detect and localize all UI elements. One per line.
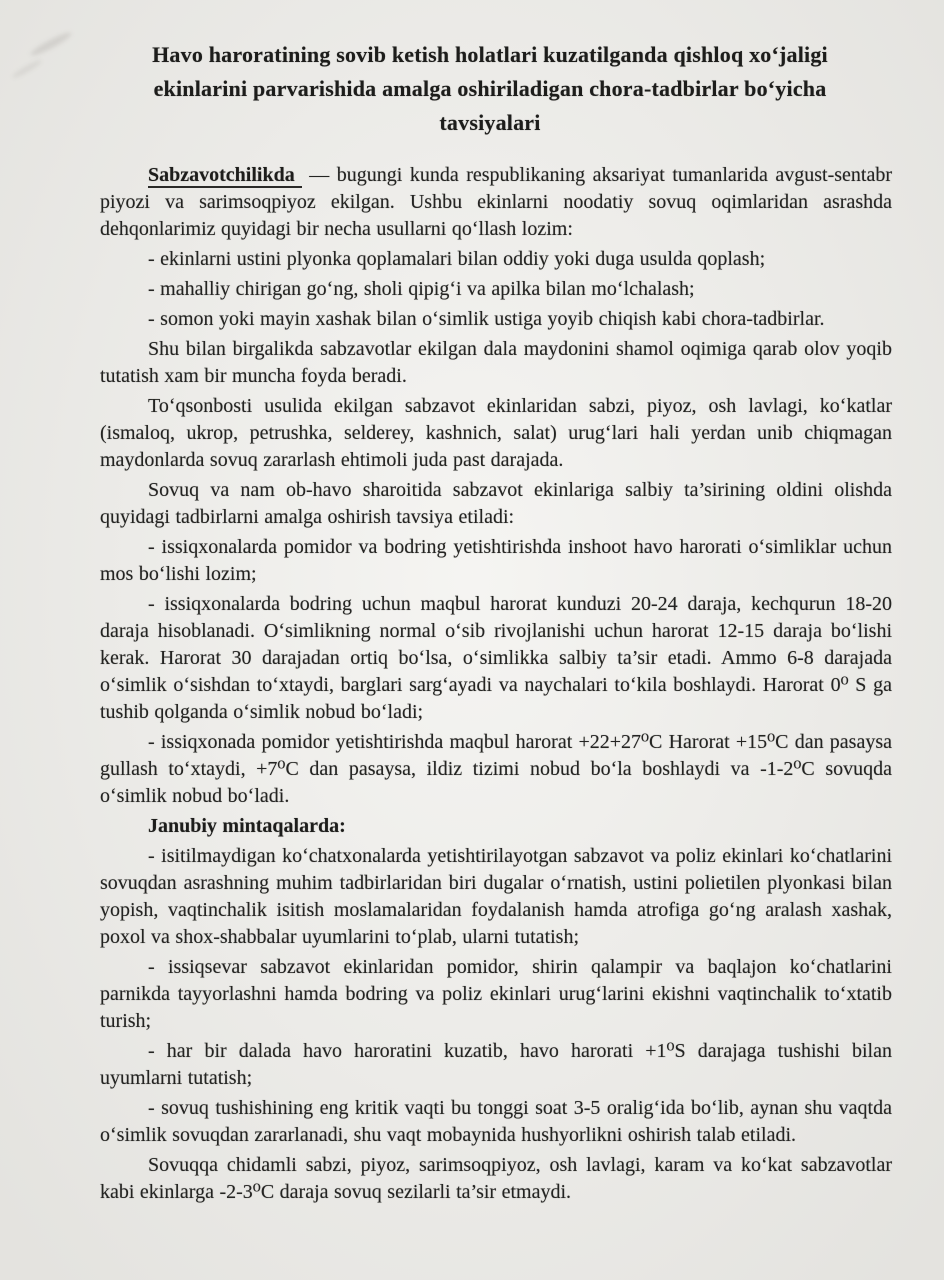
bullet-paragraph: - ekinlarni ustini plyonka qoplamalari bilan oddiy yoki duga usulda qoplash; xyxy=(148,248,766,270)
bullet-paragraph: - mahalliy chirigan go‘ng, sholi qipig‘i va apilka bilan mo‘lchalash; xyxy=(148,278,695,300)
body-paragraph: Sovuqqa chidamli sabzi, piyoz, sarimsoqpiyoz, osh lavlagi, karam va ko‘kat sabzavotlar kabi ekinlarga -2-3⁰C daraja sovuq sezilarli ta’sir etmaydi. xyxy=(100,1154,892,1203)
body-paragraph: Shu bilan birgalikda sabzavotlar ekilgan dala maydonini shamol oqimiga qarab olov yoqib tutatish xam bir muncha foyda beradi. xyxy=(100,338,892,387)
bullet-paragraph: - issiqxonalarda bodring uchun maqbul harorat kunduzi 20-24 daraja, kechqurun 18-20 daraja hisoblanadi. O‘simlikning normal o‘sib rivojlanishi uchun harorat 12-15 daraja bo‘lishi kerak. Harorat 30 darajadan ortiq bo‘lsa, o‘simlikka salbiy ta’sir etadi. Ammo 6-8 darajada o‘simlik o‘sishdan to‘xtaydi, barglari sarg‘ayadi va naychalari to‘kila boshlaydi. Harorat 0⁰ S ga tushib qolganda o‘simlik nobud bo‘ladi; xyxy=(100,593,892,723)
scan-smudge xyxy=(29,30,73,59)
document-body xyxy=(100,162,892,1206)
document-title: Havo haroratining sovib ketish holatlari kuzatilganda qishloq xo‘jaligi ekinlarini parvarishida amalga oshiriladigan chora-tadbirlar bo‘yicha tavsiyalari xyxy=(152,42,828,135)
bullet-paragraph: - sovuq tushishining eng kritik vaqti bu tonggi soat 3-5 oralig‘ida bo‘lib, aynan shu vaqtda o‘simlik sovuqdan zararlanadi, shu vaqt mobaynida hushyorlikni oshirish talab etiladi. xyxy=(100,1097,892,1146)
bullet-paragraph: - somon yoki mayin xashak bilan o‘simlik ustiga yoyib chiqish kabi chora-tadbirlar. xyxy=(148,308,825,330)
bullet-paragraph: - isitilmaydigan ko‘chatxonalarda yetishtirilayotgan sabzavot va poliz ekinlari ko‘chatlarini sovuqdan asrashning muhim tadbirlaridan biri dugalar o‘rnatish, ustini polietilen plyonkasi bilan yopish, vaqtinchalik isitish moslamalaridan foydalanish hamda atrofiga go‘ng aralash xashak, poxol va shox-shabbalar uyumlarini to‘plab, ularni tutatish; xyxy=(100,845,892,948)
bullet-paragraph: - issiqsevar sabzavot ekinlaridan pomidor, shirin qalampir va baqlajon ko‘chatlarini parnikda tayyorlashni hamda bodring va poliz ekinlari urug‘larini ekishni vaqtinchalik to‘xtatib turish; xyxy=(100,956,892,1032)
scan-smudge xyxy=(11,58,43,80)
bullet-paragraph: - issiqxonalarda pomidor va bodring yetishtirishda inshoot havo harorati o‘simliklar uchun mos bo‘lishi lozim; xyxy=(100,536,892,585)
lead-word: Sabzavotchilikda xyxy=(148,164,302,188)
bullet-paragraph: - issiqxonada pomidor yetishtirishda maqbul harorat +22+27⁰C Harorat +15⁰C dan pasaysa gullash to‘xtaydi, +7⁰C dan pasaysa, ildiz tizimi nobud bo‘la boshlaydi va -1-2⁰C sovuqda o‘simlik nobud bo‘ladi. xyxy=(100,731,892,807)
body-paragraph: Sovuq va nam ob-havo sharoitida sabzavot ekinlariga salbiy ta’sirining oldini olishda quyidagi tadbirlarni amalga oshirish tavsiya etiladi: xyxy=(100,479,892,528)
section-heading: Janubiy mintaqalarda: xyxy=(148,815,346,837)
body-paragraph: Sabzavotchilikda — bugungi kunda respublikaning aksariyat tumanlarida avgust-sentabr piyozi va sarimsoqpiyoz ekilgan. Ushbu ekinlarni noodatiy sovuq oqimlaridan asrashda dehqonlarimiz quyidagi bir necha usullarni qo‘llash lozim: xyxy=(100,164,892,240)
bullet-paragraph: - har bir dalada havo haroratini kuzatib, havo harorati +1⁰S darajaga tushishi bilan uyumlarni tutatish; xyxy=(100,1040,892,1089)
body-paragraph: To‘qsonbosti usulida ekilgan sabzavot ekinlaridan sabzi, piyoz, osh lavlagi, ko‘katlar (ismaloq, ukrop, petrushka, selderey, kashnich, salat) urug‘lari hali yerdan unib chiqmagan maydonlarda sovuq zararlash ehtimoli juda past darajada. xyxy=(100,395,892,471)
